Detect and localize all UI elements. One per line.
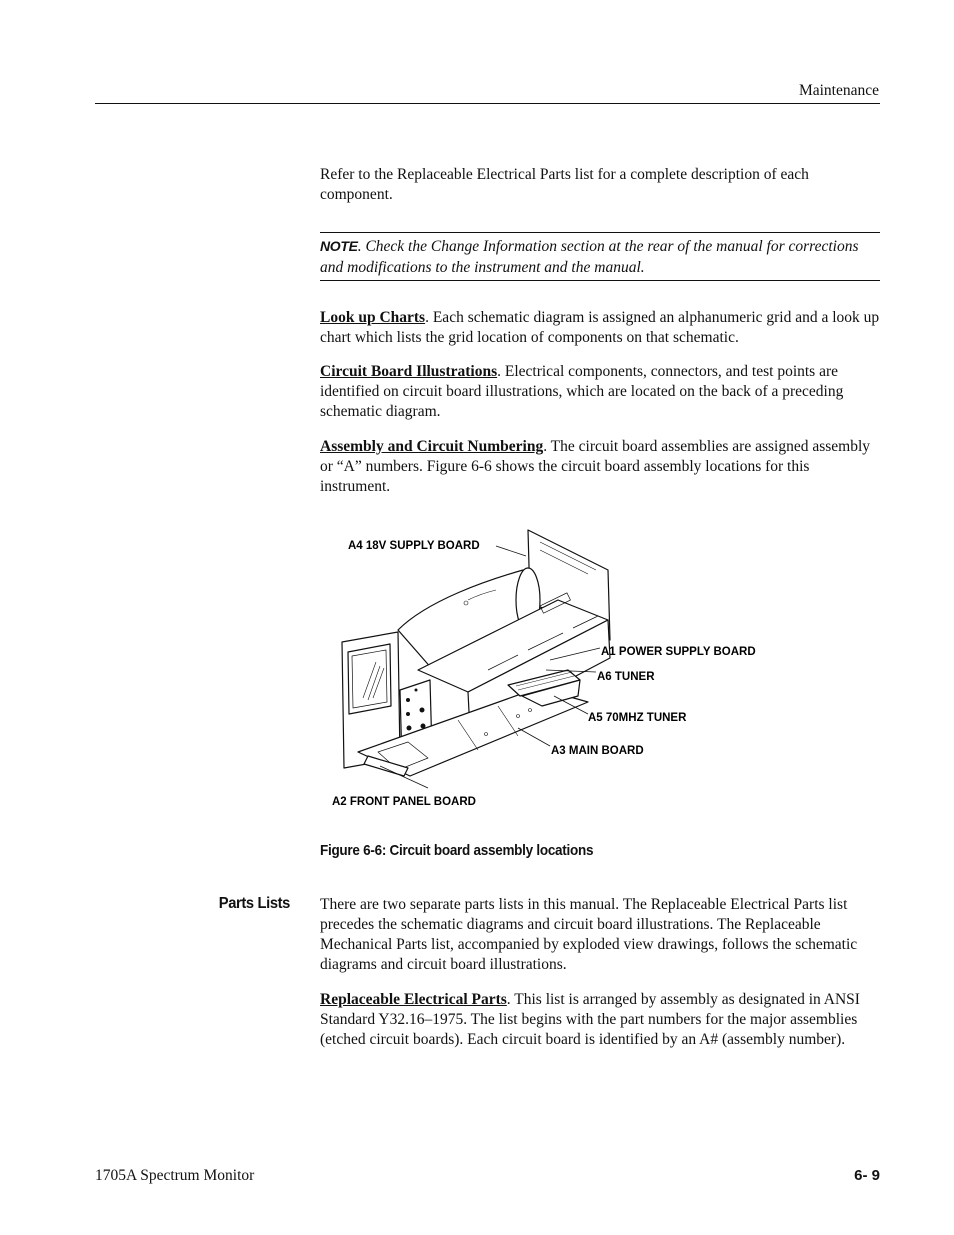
note-top-rule <box>320 232 880 233</box>
running-header: Maintenance <box>798 82 879 99</box>
parts-lists-heading: Parts Lists <box>218 895 290 912</box>
circuit-board-heading: Circuit Board Illustrations <box>320 363 498 380</box>
parts-lists-paragraph: There are two separate parts lists in this manual. The Replaceable Electrical Parts list precedes the schematic diagrams and circuit board illustrations. The Replaceable Mechanical Parts list, accompanied by exploded view drawings, follows the schematic diagrams and circuit board illustrations. <box>320 896 858 973</box>
intro-paragraph: Refer to the Replaceable Electrical Parts list for a complete description of each component. <box>320 166 809 203</box>
crt-screen <box>348 644 391 714</box>
label-a3: A3 MAIN BOARD <box>551 745 644 757</box>
lookup-heading: Look up Charts <box>320 309 426 326</box>
assembly-text: . The circuit board assemblies are assigned assembly or “A” numbers. Figure 6-6 shows the circuit board assembly locations for this instrument. <box>320 438 871 495</box>
footer-title: 1705A Spectrum Monitor <box>95 1167 255 1184</box>
header-rule <box>95 103 880 104</box>
replaceable-heading: Replaceable Electrical Parts <box>320 991 507 1008</box>
note-text: . Check the Change Information section at the rear of the manual for corrections and modifications to the instrument and the manual. <box>320 238 859 276</box>
assembly-paragraph <box>320 437 880 497</box>
note-bottom-rule <box>320 280 880 281</box>
label-a5: A5 70MHZ TUNER <box>588 712 687 724</box>
circuit-board-text: . Electrical components, connectors, and test points are identified on circuit board illustrations, which are located on the back of a preceding schematic diagram. <box>320 363 844 420</box>
assembly-heading: Assembly and Circuit Numbering <box>320 438 544 455</box>
label-a2: A2 FRONT PANEL BOARD <box>332 796 476 808</box>
circuit-board-paragraph <box>320 362 880 422</box>
replaceable-paragraph <box>320 990 880 1050</box>
circuit-board-assembly-figure <box>318 520 788 820</box>
note-paragraph <box>320 236 880 278</box>
lookup-paragraph <box>320 308 880 348</box>
label-a4: A4 18V SUPPLY BOARD <box>348 540 480 552</box>
page-number: 6- 9 <box>854 1167 880 1184</box>
lookup-text: . Each schematic diagram is assigned an alphanumeric grid and a look up chart which lists the grid location of components on that schematic. <box>320 309 880 346</box>
label-a1: A1 POWER SUPPLY BOARD <box>601 646 756 658</box>
label-a6: A6 TUNER <box>597 671 655 683</box>
note-label: NOTE <box>320 238 358 254</box>
figure-caption: Figure 6-6: Circuit board assembly locations <box>320 842 594 859</box>
replaceable-text: . This list is arranged by assembly as designated in ANSI Standard Y32.16–1975. The list begins with the part numbers for the major assemblies (etched circuit boards). Each circuit board is identified by an A# (assembly number). <box>320 991 860 1048</box>
